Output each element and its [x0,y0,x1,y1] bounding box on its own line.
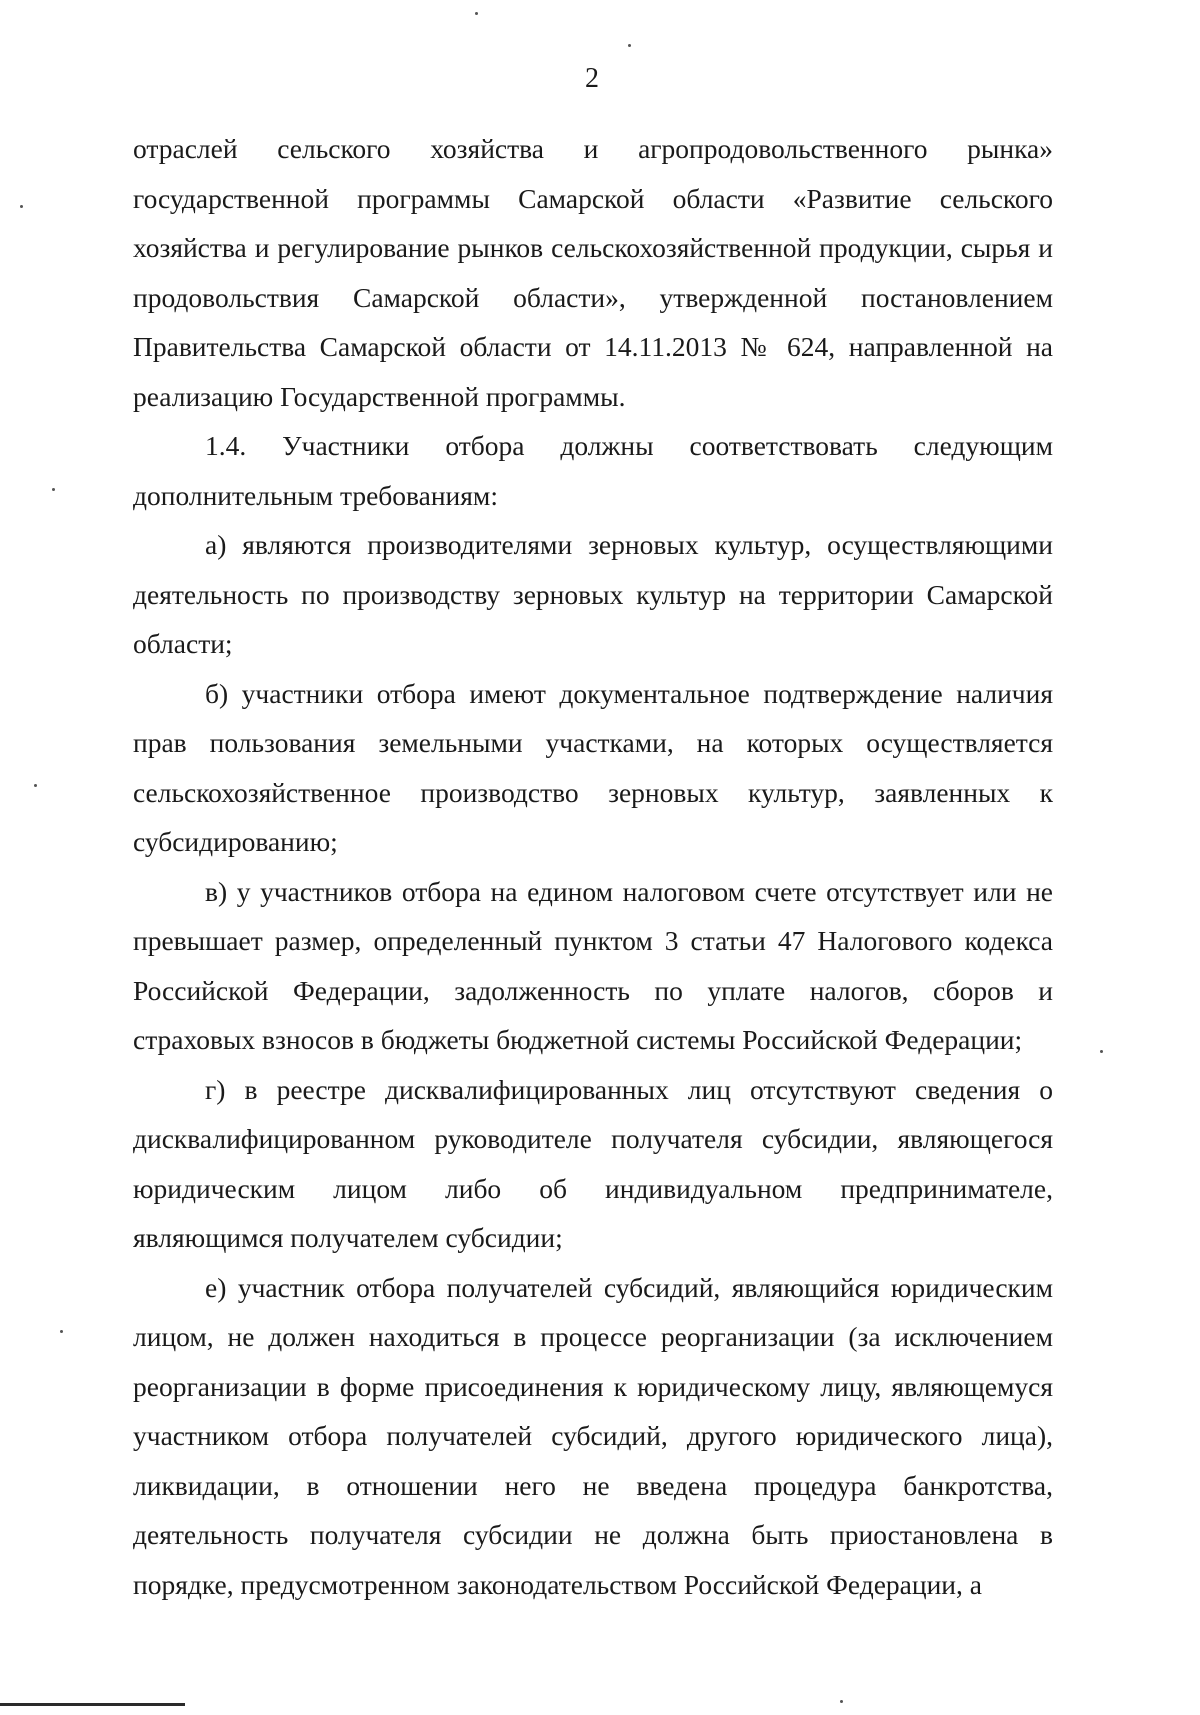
scan-speck [34,784,37,787]
page-number: 2 [585,63,599,94]
scan-speck [1100,1050,1103,1053]
paragraph-g: г) в реестре дисквалифицированных лиц отсутствуют сведения о дисквалифицированном руководителе получателя субсидии, являющегося юридическим лицом либо об индивидуальном предпринимателе, являющимся получателем субсидии; [133,1073,1053,1253]
scan-speck [20,205,23,208]
scan-speck [60,1330,63,1333]
paragraph-a: а) являются производителями зерновых культур, осуществляющими деятельность по производству зерновых культур на территории Самарской области; [133,529,1053,659]
scan-speck [840,1700,843,1703]
paragraph-b: б) участники отбора имеют документальное подтверждение наличия прав пользования земельными участками, на которых осуществляется сельскохозяйственное производство зерновых культур, заявленных к субсидированию; [133,677,1053,857]
paragraph-continuation: отраслей сельского хозяйства и агропродовольственного рынка» государственной программы Самарской области «Развитие сельского хозяйства и регулирование рынков сельскохозяйственной продукции, сырья и продовольствия Самарской области», утвержденной постановлением Правительства Самарской области от 14.11.2013 № 624, направленной на реализацию Государственной программы. [133,133,1053,412]
scan-speck [628,44,631,47]
document-body [133,124,1053,1609]
scan-speck [475,12,478,15]
paragraph-1-4: 1.4. Участники отбора должны соответствовать следующим дополнительным требованиям: [133,430,1053,511]
scan-speck [52,488,55,491]
paragraph-v: в) у участников отбора на едином налоговом счете отсутствует или не превышает размер, определенный пунктом 3 статьи 47 Налогового кодекса Российской Федерации, задолженность по уплате налогов, сборов и страховых взносов в бюджеты бюджетной системы Российской Федерации; [133,875,1053,1055]
scan-artifact-line [0,1703,185,1706]
paragraph-e: е) участник отбора получателей субсидий, являющийся юридическим лицом, не должен находиться в процессе реорганизации (за исключением реорганизации в форме присоединения к юридическому лицу, являющемуся участником отбора получателей субсидий, другого юридического лица), ликвидации, в отношении него не введена процедура банкротства, деятельность получателя субсидии не должна быть приостановлена в порядке, предусмотренном законодательством Российской Федерации, а [133,1271,1053,1600]
